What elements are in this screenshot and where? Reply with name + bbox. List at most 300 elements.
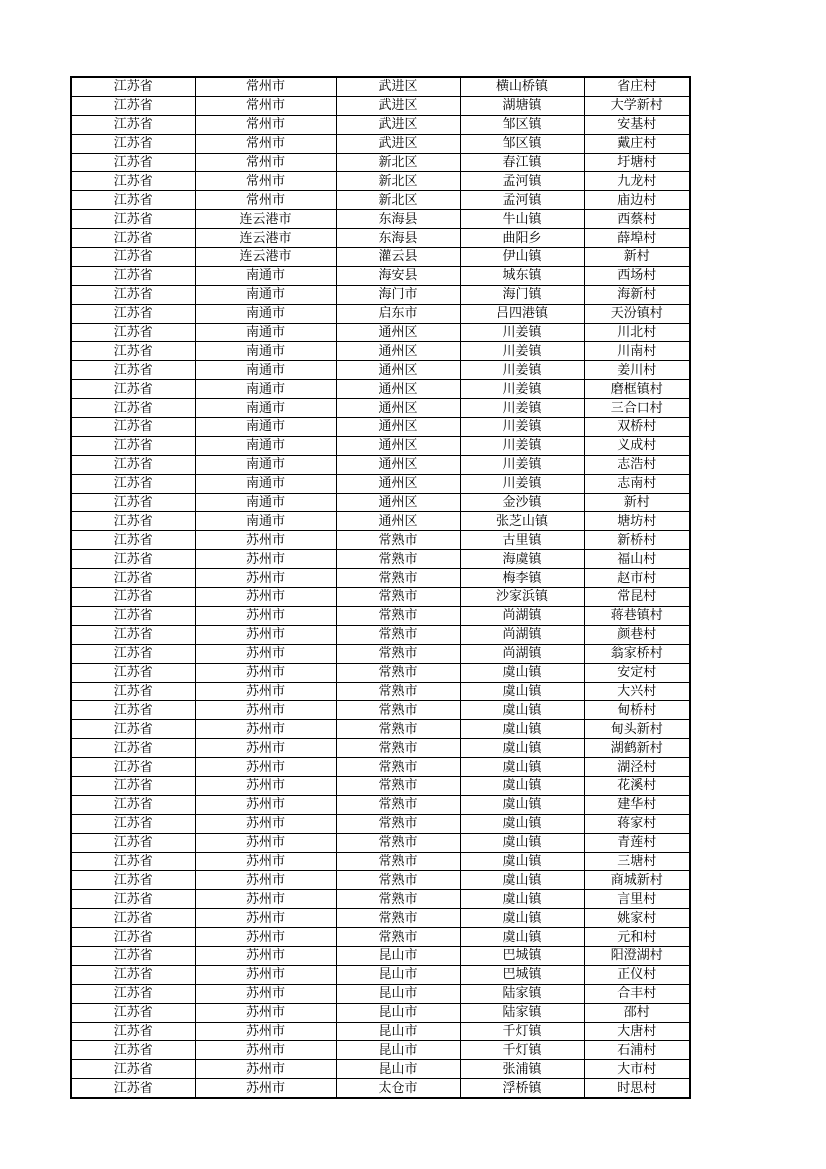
district-cell: 昆山市: [336, 1022, 460, 1041]
province-cell: 江苏省: [71, 474, 195, 493]
town-cell: 虞山镇: [460, 928, 584, 947]
province-cell: 江苏省: [71, 795, 195, 814]
district-cell: 常熟市: [336, 606, 460, 625]
province-cell: 江苏省: [71, 569, 195, 588]
city-cell: 苏州市: [195, 644, 336, 663]
table-row: [71, 172, 690, 191]
province-cell: 江苏省: [71, 890, 195, 909]
table-row: [71, 852, 690, 871]
city-cell: 连云港市: [195, 248, 336, 267]
table-row: [71, 1060, 690, 1079]
village-cell: 青莲村: [584, 833, 690, 852]
table-row: [71, 266, 690, 285]
district-cell: 常熟市: [336, 682, 460, 701]
city-cell: 苏州市: [195, 946, 336, 965]
village-cell: 义成村: [584, 436, 690, 455]
table-row: [71, 96, 690, 115]
city-cell: 苏州市: [195, 890, 336, 909]
province-cell: 江苏省: [71, 399, 195, 418]
town-cell: 虞山镇: [460, 871, 584, 890]
village-cell: 甸头新村: [584, 720, 690, 739]
town-cell: 川姜镇: [460, 361, 584, 380]
village-cell: 大学新村: [584, 96, 690, 115]
province-cell: 江苏省: [71, 833, 195, 852]
city-cell: 南通市: [195, 436, 336, 455]
town-cell: 梅李镇: [460, 569, 584, 588]
table-row: [71, 550, 690, 569]
table-row: [71, 569, 690, 588]
town-cell: 千灯镇: [460, 1022, 584, 1041]
city-cell: 常州市: [195, 96, 336, 115]
town-cell: 海门镇: [460, 285, 584, 304]
district-cell: 武进区: [336, 96, 460, 115]
town-cell: 湖塘镇: [460, 96, 584, 115]
city-cell: 苏州市: [195, 720, 336, 739]
district-cell: 常熟市: [336, 550, 460, 569]
town-cell: 虞山镇: [460, 701, 584, 720]
town-cell: 川姜镇: [460, 418, 584, 437]
town-cell: 张芝山镇: [460, 512, 584, 531]
province-cell: 江苏省: [71, 701, 195, 720]
city-cell: 常州市: [195, 77, 336, 96]
city-cell: 南通市: [195, 304, 336, 323]
district-cell: 昆山市: [336, 1003, 460, 1022]
table-row: [71, 229, 690, 248]
city-cell: 苏州市: [195, 814, 336, 833]
village-cell: 三合口村: [584, 399, 690, 418]
table-row: [71, 814, 690, 833]
village-cell: 川北村: [584, 323, 690, 342]
village-cell: 新村: [584, 248, 690, 267]
province-cell: 江苏省: [71, 1060, 195, 1079]
province-cell: 江苏省: [71, 984, 195, 1003]
town-cell: 虞山镇: [460, 663, 584, 682]
district-cell: 常熟市: [336, 833, 460, 852]
village-cell: 翁家桥村: [584, 644, 690, 663]
village-cell: 天汾镇村: [584, 304, 690, 323]
town-cell: 川姜镇: [460, 399, 584, 418]
city-cell: 常州市: [195, 172, 336, 191]
town-cell: 虞山镇: [460, 776, 584, 795]
province-cell: 江苏省: [71, 644, 195, 663]
province-cell: 江苏省: [71, 871, 195, 890]
province-cell: 江苏省: [71, 550, 195, 569]
province-cell: 江苏省: [71, 323, 195, 342]
village-cell: 三塘村: [584, 852, 690, 871]
town-cell: 浮桥镇: [460, 1079, 584, 1098]
table-row: [71, 436, 690, 455]
village-table: [70, 76, 691, 1099]
table-row: [71, 304, 690, 323]
city-cell: 苏州市: [195, 663, 336, 682]
table-row: [71, 928, 690, 947]
province-cell: 江苏省: [71, 115, 195, 134]
village-cell: 合丰村: [584, 984, 690, 1003]
city-cell: 苏州市: [195, 1060, 336, 1079]
table-row: [71, 399, 690, 418]
table-row: [71, 1041, 690, 1060]
province-cell: 江苏省: [71, 248, 195, 267]
town-cell: 孟河镇: [460, 191, 584, 210]
table-row: [71, 361, 690, 380]
town-cell: 海虞镇: [460, 550, 584, 569]
district-cell: 海门市: [336, 285, 460, 304]
village-cell: 正仪村: [584, 965, 690, 984]
village-cell: 元和村: [584, 928, 690, 947]
province-cell: 江苏省: [71, 946, 195, 965]
village-cell: 薛埠村: [584, 229, 690, 248]
district-cell: 常熟市: [336, 739, 460, 758]
district-cell: 通州区: [336, 399, 460, 418]
town-cell: 邹区镇: [460, 134, 584, 153]
city-cell: 苏州市: [195, 758, 336, 777]
village-cell: 蒋巷镇村: [584, 606, 690, 625]
table-row: [71, 720, 690, 739]
village-cell: 塘坊村: [584, 512, 690, 531]
table-row: [71, 1003, 690, 1022]
district-cell: 常熟市: [336, 701, 460, 720]
town-cell: 虞山镇: [460, 890, 584, 909]
province-cell: 江苏省: [71, 682, 195, 701]
city-cell: 南通市: [195, 380, 336, 399]
district-cell: 常熟市: [336, 776, 460, 795]
district-cell: 常熟市: [336, 795, 460, 814]
province-cell: 江苏省: [71, 191, 195, 210]
town-cell: 吕四港镇: [460, 304, 584, 323]
city-cell: 苏州市: [195, 1041, 336, 1060]
table-row: [71, 758, 690, 777]
town-cell: 孟河镇: [460, 172, 584, 191]
village-cell: 言里村: [584, 890, 690, 909]
district-cell: 常熟市: [336, 909, 460, 928]
village-cell: 大市村: [584, 1060, 690, 1079]
town-cell: 川姜镇: [460, 455, 584, 474]
city-cell: 南通市: [195, 493, 336, 512]
province-cell: 江苏省: [71, 153, 195, 172]
city-cell: 苏州市: [195, 588, 336, 607]
district-cell: 新北区: [336, 191, 460, 210]
village-cell: 石浦村: [584, 1041, 690, 1060]
province-cell: 江苏省: [71, 531, 195, 550]
city-cell: 苏州市: [195, 795, 336, 814]
town-cell: 金沙镇: [460, 493, 584, 512]
table-row: [71, 342, 690, 361]
district-cell: 常熟市: [336, 928, 460, 947]
province-cell: 江苏省: [71, 1079, 195, 1098]
table-row: [71, 890, 690, 909]
table-row: [71, 380, 690, 399]
town-cell: 虞山镇: [460, 814, 584, 833]
district-cell: 昆山市: [336, 1041, 460, 1060]
city-cell: 苏州市: [195, 606, 336, 625]
town-cell: 伊山镇: [460, 248, 584, 267]
district-cell: 新北区: [336, 172, 460, 191]
district-cell: 武进区: [336, 134, 460, 153]
town-cell: 川姜镇: [460, 436, 584, 455]
table-row: [71, 1022, 690, 1041]
village-cell: 志南村: [584, 474, 690, 493]
district-cell: 通州区: [336, 323, 460, 342]
city-cell: 苏州市: [195, 1079, 336, 1098]
city-cell: 苏州市: [195, 1003, 336, 1022]
town-cell: 虞山镇: [460, 909, 584, 928]
city-cell: 南通市: [195, 285, 336, 304]
town-cell: 川姜镇: [460, 342, 584, 361]
city-cell: 南通市: [195, 474, 336, 493]
village-cell: 湖泾村: [584, 758, 690, 777]
city-cell: 南通市: [195, 323, 336, 342]
table-row: [71, 191, 690, 210]
town-cell: 虞山镇: [460, 833, 584, 852]
city-cell: 连云港市: [195, 210, 336, 229]
province-cell: 江苏省: [71, 928, 195, 947]
province-cell: 江苏省: [71, 285, 195, 304]
province-cell: 江苏省: [71, 418, 195, 437]
province-cell: 江苏省: [71, 814, 195, 833]
city-cell: 南通市: [195, 361, 336, 380]
table-row: [71, 871, 690, 890]
province-cell: 江苏省: [71, 739, 195, 758]
town-cell: 牛山镇: [460, 210, 584, 229]
province-cell: 江苏省: [71, 455, 195, 474]
district-cell: 常熟市: [336, 890, 460, 909]
village-cell: 磨框镇村: [584, 380, 690, 399]
province-cell: 江苏省: [71, 229, 195, 248]
village-cell: 双桥村: [584, 418, 690, 437]
village-cell: 志浩村: [584, 455, 690, 474]
province-cell: 江苏省: [71, 606, 195, 625]
town-cell: 巴城镇: [460, 946, 584, 965]
district-cell: 新北区: [336, 153, 460, 172]
table-row: [71, 323, 690, 342]
province-cell: 江苏省: [71, 965, 195, 984]
village-cell: 姜川村: [584, 361, 690, 380]
village-cell: 赵市村: [584, 569, 690, 588]
village-cell: 新桥村: [584, 531, 690, 550]
district-cell: 常熟市: [336, 758, 460, 777]
table-row: [71, 984, 690, 1003]
table-row: [71, 776, 690, 795]
village-cell: 省庄村: [584, 77, 690, 96]
district-cell: 通州区: [336, 436, 460, 455]
table-row: [71, 663, 690, 682]
district-cell: 常熟市: [336, 625, 460, 644]
village-cell: 邵村: [584, 1003, 690, 1022]
village-cell: 阳澄湖村: [584, 946, 690, 965]
table-row: [71, 739, 690, 758]
province-cell: 江苏省: [71, 852, 195, 871]
province-cell: 江苏省: [71, 663, 195, 682]
village-cell: 新村: [584, 493, 690, 512]
province-cell: 江苏省: [71, 77, 195, 96]
district-cell: 常熟市: [336, 720, 460, 739]
table-row: [71, 965, 690, 984]
table-row: [71, 644, 690, 663]
province-cell: 江苏省: [71, 1041, 195, 1060]
province-cell: 江苏省: [71, 304, 195, 323]
district-cell: 通州区: [336, 493, 460, 512]
town-cell: 张浦镇: [460, 1060, 584, 1079]
village-cell: 姚家村: [584, 909, 690, 928]
village-table-body: [71, 77, 690, 1098]
table-row: [71, 531, 690, 550]
city-cell: 苏州市: [195, 965, 336, 984]
table-row: [71, 210, 690, 229]
province-cell: 江苏省: [71, 758, 195, 777]
village-cell: 戴庄村: [584, 134, 690, 153]
district-cell: 常熟市: [336, 663, 460, 682]
city-cell: 南通市: [195, 342, 336, 361]
district-cell: 常熟市: [336, 644, 460, 663]
town-cell: 曲阳乡: [460, 229, 584, 248]
table-row: [71, 474, 690, 493]
city-cell: 苏州市: [195, 871, 336, 890]
district-cell: 通州区: [336, 418, 460, 437]
province-cell: 江苏省: [71, 588, 195, 607]
town-cell: 古里镇: [460, 531, 584, 550]
town-cell: 川姜镇: [460, 474, 584, 493]
city-cell: 苏州市: [195, 909, 336, 928]
province-cell: 江苏省: [71, 210, 195, 229]
village-cell: 建华村: [584, 795, 690, 814]
district-cell: 东海县: [336, 210, 460, 229]
province-cell: 江苏省: [71, 1003, 195, 1022]
district-cell: 常熟市: [336, 531, 460, 550]
town-cell: 虞山镇: [460, 682, 584, 701]
province-cell: 江苏省: [71, 361, 195, 380]
city-cell: 苏州市: [195, 1022, 336, 1041]
town-cell: 沙家浜镇: [460, 588, 584, 607]
town-cell: 尚湖镇: [460, 606, 584, 625]
province-cell: 江苏省: [71, 720, 195, 739]
village-cell: 圩塘村: [584, 153, 690, 172]
table-row: [71, 909, 690, 928]
city-cell: 苏州市: [195, 701, 336, 720]
town-cell: 横山桥镇: [460, 77, 584, 96]
province-cell: 江苏省: [71, 380, 195, 399]
district-cell: 武进区: [336, 115, 460, 134]
district-cell: 通州区: [336, 512, 460, 531]
district-cell: 常熟市: [336, 588, 460, 607]
village-cell: 大兴村: [584, 682, 690, 701]
province-cell: 江苏省: [71, 625, 195, 644]
village-cell: 西蔡村: [584, 210, 690, 229]
city-cell: 苏州市: [195, 833, 336, 852]
village-cell: 川南村: [584, 342, 690, 361]
district-cell: 昆山市: [336, 965, 460, 984]
village-cell: 西场村: [584, 266, 690, 285]
province-cell: 江苏省: [71, 776, 195, 795]
district-cell: 灌云县: [336, 248, 460, 267]
village-cell: 福山村: [584, 550, 690, 569]
district-cell: 太仓市: [336, 1079, 460, 1098]
table-row: [71, 153, 690, 172]
province-cell: 江苏省: [71, 1022, 195, 1041]
city-cell: 常州市: [195, 191, 336, 210]
province-cell: 江苏省: [71, 493, 195, 512]
village-cell: 安定村: [584, 663, 690, 682]
district-cell: 海安县: [336, 266, 460, 285]
table-row: [71, 285, 690, 304]
table-row: [71, 418, 690, 437]
city-cell: 南通市: [195, 399, 336, 418]
village-cell: 时思村: [584, 1079, 690, 1098]
city-cell: 南通市: [195, 512, 336, 531]
table-row: [71, 134, 690, 153]
village-cell: 海新村: [584, 285, 690, 304]
district-cell: 武进区: [336, 77, 460, 96]
district-cell: 昆山市: [336, 1060, 460, 1079]
town-cell: 尚湖镇: [460, 644, 584, 663]
town-cell: 虞山镇: [460, 720, 584, 739]
city-cell: 常州市: [195, 134, 336, 153]
district-cell: 启东市: [336, 304, 460, 323]
city-cell: 苏州市: [195, 776, 336, 795]
table-row: [71, 795, 690, 814]
city-cell: 常州市: [195, 153, 336, 172]
district-cell: 常熟市: [336, 569, 460, 588]
town-cell: 陆家镇: [460, 1003, 584, 1022]
village-cell: 颜巷村: [584, 625, 690, 644]
table-row: [71, 455, 690, 474]
district-cell: 常熟市: [336, 814, 460, 833]
city-cell: 南通市: [195, 455, 336, 474]
village-cell: 常昆村: [584, 588, 690, 607]
district-cell: 通州区: [336, 361, 460, 380]
table-row: [71, 833, 690, 852]
district-cell: 通州区: [336, 455, 460, 474]
city-cell: 苏州市: [195, 569, 336, 588]
village-cell: 蒋家村: [584, 814, 690, 833]
town-cell: 川姜镇: [460, 323, 584, 342]
table-row: [71, 493, 690, 512]
city-cell: 苏州市: [195, 625, 336, 644]
town-cell: 陆家镇: [460, 984, 584, 1003]
city-cell: 苏州市: [195, 928, 336, 947]
town-cell: 虞山镇: [460, 852, 584, 871]
city-cell: 南通市: [195, 266, 336, 285]
table-row: [71, 115, 690, 134]
city-cell: 苏州市: [195, 550, 336, 569]
table-row: [71, 682, 690, 701]
table-row: [71, 606, 690, 625]
district-cell: 通州区: [336, 342, 460, 361]
table-row: [71, 512, 690, 531]
city-cell: 南通市: [195, 418, 336, 437]
province-cell: 江苏省: [71, 512, 195, 531]
village-cell: 湖鹤新村: [584, 739, 690, 758]
district-cell: 常熟市: [336, 871, 460, 890]
village-cell: 庙边村: [584, 191, 690, 210]
village-cell: 花溪村: [584, 776, 690, 795]
town-cell: 城东镇: [460, 266, 584, 285]
town-cell: 虞山镇: [460, 795, 584, 814]
town-cell: 千灯镇: [460, 1041, 584, 1060]
province-cell: 江苏省: [71, 96, 195, 115]
city-cell: 苏州市: [195, 852, 336, 871]
city-cell: 苏州市: [195, 531, 336, 550]
district-cell: 通州区: [336, 474, 460, 493]
table-row: [71, 588, 690, 607]
table-row: [71, 77, 690, 96]
province-cell: 江苏省: [71, 172, 195, 191]
town-cell: 尚湖镇: [460, 625, 584, 644]
table-row: [71, 946, 690, 965]
district-cell: 常熟市: [336, 852, 460, 871]
town-cell: 川姜镇: [460, 380, 584, 399]
province-cell: 江苏省: [71, 134, 195, 153]
district-cell: 东海县: [336, 229, 460, 248]
